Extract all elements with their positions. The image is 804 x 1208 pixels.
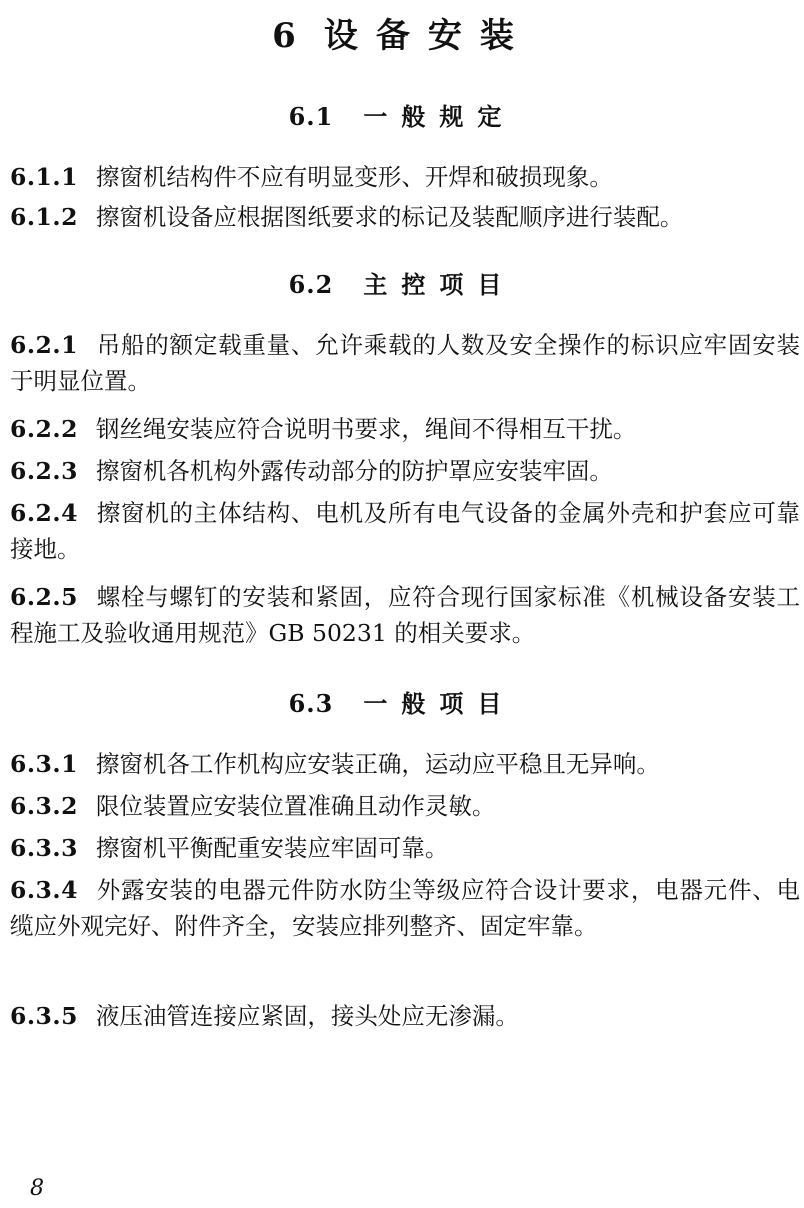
section-title-text: 一般项目 <box>363 689 516 718</box>
section-number: 6.2 <box>288 270 334 299</box>
clause-text: 擦窗机设备应根据图纸要求的标记及装配顺序进行装配。 <box>95 203 684 231</box>
chapter-title <box>0 8 804 57</box>
chapter-title-text: 设备安装 <box>323 16 532 56</box>
clause <box>10 453 800 489</box>
clause <box>10 411 800 447</box>
clause-number: 6.3.1 <box>10 750 78 778</box>
clause-number: 6.2.3 <box>10 457 78 485</box>
section-title <box>0 265 804 300</box>
section-number: 6.3 <box>288 689 334 718</box>
clause-number: 6.2.4 <box>10 499 78 527</box>
clause-text: 外露安装的电器元件防水防尘等级应符合设计要求，电器元件、电缆应外观完好、附件齐全，安装应排列整齐、固定牢靠。 <box>10 876 800 940</box>
clause <box>10 998 800 1034</box>
clause-text: 限位装置应安装位置准确且动作灵敏。 <box>95 792 496 820</box>
section-title <box>0 97 804 132</box>
clause-text: 擦窗机各工作机构应安装正确，运动应平稳且无异响。 <box>95 750 660 778</box>
clause-text: 擦窗机结构件不应有明显变形、开焊和破损现象。 <box>95 163 613 191</box>
clause <box>10 327 800 399</box>
clause <box>10 579 800 651</box>
clause <box>10 159 800 195</box>
clause-text: 擦窗机平衡配重安装应牢固可靠。 <box>95 834 449 862</box>
clause-text: 螺栓与螺钉的安装和紧固，应符合现行国家标准《机械设备安装工程施工及验收通用规范》GB 50231 的相关要求。 <box>10 583 800 647</box>
clause-text: 吊船的额定载重量、允许乘载的人数及安全操作的标识应牢固安装于明显位置。 <box>10 331 800 395</box>
clause-number: 6.2.2 <box>10 415 78 443</box>
clause-text: 钢丝绳安装应符合说明书要求，绳间不得相互干扰。 <box>95 415 637 443</box>
clause-number: 6.3.5 <box>10 1002 78 1030</box>
clause <box>10 788 800 824</box>
section-title-text: 一般规定 <box>363 102 516 131</box>
clause-number: 6.3.2 <box>10 792 78 820</box>
section-number: 6.1 <box>288 102 334 131</box>
clause-number: 6.1.2 <box>10 203 78 231</box>
clause <box>10 830 800 866</box>
clause <box>10 746 800 782</box>
clause-number: 6.2.5 <box>10 583 78 611</box>
chapter-number: 6 <box>272 16 298 56</box>
clause-number: 6.3.3 <box>10 834 78 862</box>
clause-text: 擦窗机各机构外露传动部分的防护罩应安装牢固。 <box>95 457 613 485</box>
clause-number: 6.3.4 <box>10 876 78 904</box>
clause-number: 6.2.1 <box>10 331 78 359</box>
clause-number: 6.1.1 <box>10 163 78 191</box>
clause <box>10 199 800 235</box>
clause-text: 液压油管连接应紧固，接头处应无渗漏。 <box>95 1002 519 1030</box>
clause <box>10 872 800 944</box>
section-title <box>0 684 804 719</box>
section-title-text: 主控项目 <box>363 270 516 299</box>
clause-text: 擦窗机的主体结构、电机及所有电气设备的金属外壳和护套应可靠接地。 <box>10 499 800 563</box>
clause <box>10 495 800 567</box>
page-number: 8 <box>30 1176 44 1201</box>
